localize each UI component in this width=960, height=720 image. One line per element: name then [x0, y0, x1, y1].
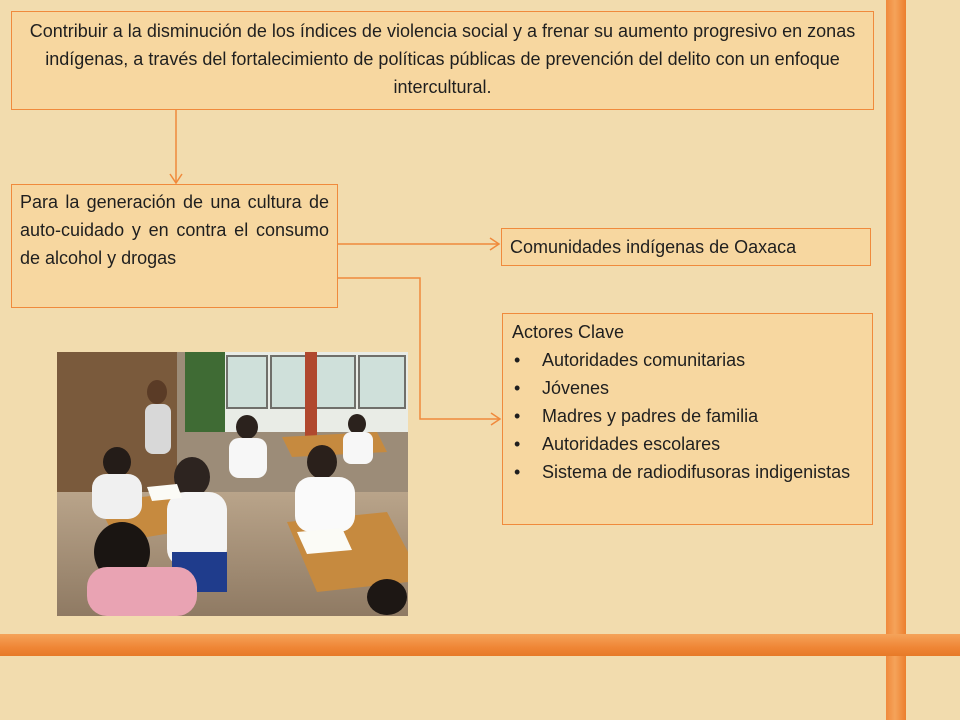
communities-text: Comunidades indígenas de Oaxaca [510, 237, 797, 257]
goal-text: Contribuir a la disminución de los índices de violencia social y a frenar su aumento progresivo en zonas indígenas, a través del fortalecimiento de políticas públicas de prevención del delito con un enfoque intercultural. [29, 21, 856, 97]
actors-list [512, 346, 863, 486]
culture-text: Para la generación de una cultura de auto-cuidado y en contra el consumo de alcohol y drogas [20, 192, 329, 268]
list-item: • Jóvenes [512, 374, 863, 402]
classroom-photo [57, 352, 408, 616]
list-item: • Autoridades escolares [512, 430, 863, 458]
actors-title: Actores Clave [512, 322, 625, 342]
goal-box [11, 11, 874, 110]
list-item: • Sistema de radiodifusoras indigenistas [512, 458, 863, 486]
list-item: • Autoridades comunitarias [512, 346, 863, 374]
actors-box [502, 313, 873, 525]
culture-box [11, 184, 338, 308]
list-item: • Madres y padres de familia [512, 402, 863, 430]
communities-box [501, 228, 871, 266]
